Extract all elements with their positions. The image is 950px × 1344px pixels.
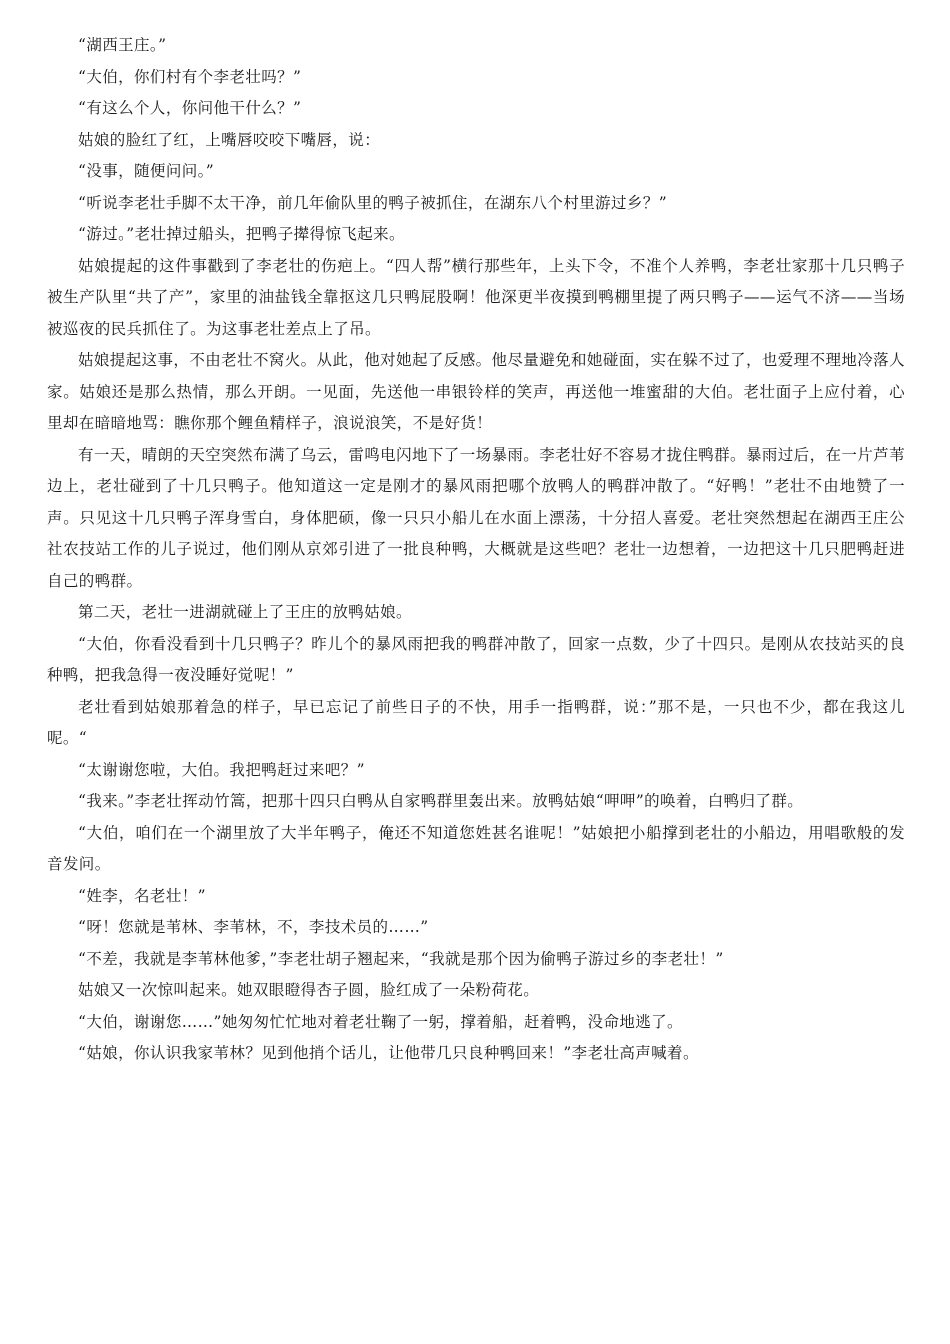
paragraph: 姑娘的脸红了红，上嘴唇咬咬下嘴唇，说： [78,130,381,149]
paragraph: “游过。”老壮掉过船头，把鸭子撵得惊飞起来。 [78,225,405,243]
paragraph: “呀！您就是苇林、李苇林，不，李技术员的……” [78,918,429,936]
paragraph: “大伯，咱们在一个湖里放了大半年鸭子，俺还不知道您姓甚名谁呢！”姑娘把小船撑到老壮的小船边，用唱歌般的发音发问。 [47,823,905,873]
paragraph: “大伯，你看没看到十几只鸭子？昨儿个的暴风雨把我的鸭群冲散了，回家一点数，少了十四只。是刚从农技站买的良种鸭，把我急得一夜没睡好觉呢！” [47,634,905,684]
paragraph: “大伯，谢谢您……”她匆匆忙忙地对着老壮鞠了一躬，撑着船，赶着鸭，没命地逃了。 [78,1012,683,1031]
paragraph: “大伯，你们村有个李老壮吗？” [78,67,302,86]
paragraph: 姑娘又一次惊叫起来。她双眼瞪得杏子圆，脸红成了一朵粉荷花。 [78,981,540,999]
paragraph: 有一天，晴朗的天空突然布满了乌云，雷鸣电闪地下了一场暴雨。李老壮好不容易才拢住鸭群。暴雨过后，在一片芦苇边上，老壮碰到了十几只鸭子。他知道这一定是刚才的暴风雨把哪个放鸭人的鸭群冲散了。“好鸭！”老壮不由地赞了一声。只见这十几只鸭子浑身雪白，身体肥硕，像一只只小船儿在水面上漂荡，十分招人喜爱。老壮突然想起在湖西王庄公社农技站工作的儿子说过，他们刚从京郊引进了一批良种鸭，大概就是这些吧？老壮一边想着，一边把这十几只肥鸭赶进自己的鸭群。 [47,445,905,590]
paragraph: 第二天，老壮一进湖就碰上了王庄的放鸭姑娘。 [78,603,412,621]
paragraph: “姓李，名老壮！” [78,886,206,905]
paragraph: 姑娘提起的这件事戳到了李老壮的伤疤上。“四人帮”横行那些年，上头下令，不准个人养鸭，李老壮家那十几只鸭子被生产队里“共了产”，家里的油盐钱全靠抠这几只鸭屁股啊！他深更半夜摸到鸭棚里提了两只鸭子——运气不济——当场被巡夜的民兵抓住了。为这事老壮差点上了吊。 [47,256,905,338]
paragraph: 姑娘提起这事，不由老壮不窝火。从此，他对她起了反感。他尽量避免和她碰面，实在躲不过了，也爱理不理地冷落人家。姑娘还是那么热情，那么开朗。一见面，先送他一串银铃样的笑声，再送他一堆蜜甜的大伯。老壮面子上应付着，心里却在暗暗地骂：瞧你那个鲤鱼精样子，浪说浪笑，不是好货！ [47,351,905,432]
paragraph: 老壮看到姑娘那着急的样子，早已忘记了前些日子的不快，用手一指鸭群，说：”那不是，一只也不少，都在我这儿呢。“ [47,697,905,747]
paragraph: “不差，我就是李苇林他爹，”李老壮胡子翘起来，“我就是那个因为偷鸭子游过乡的李老壮！” [78,949,724,968]
paragraph: “听说李老壮手脚不太干净，前几年偷队里的鸭子被抓住，在湖东八个村里游过乡？” [78,193,668,212]
paragraph: “太谢谢您啦，大伯。我把鸭赶过来吧？” [78,760,365,779]
paragraph: “姑娘，你认识我家苇林？见到他捎个话儿，让他带几只良种鸭回来！”李老壮高声喊着。 [78,1044,699,1062]
story-text [47,30,905,1070]
paragraph: “没事，随便问问。” [78,162,215,180]
paragraph: “湖西王庄。” [78,36,167,54]
paragraph: “我来。”李老壮挥动竹篙，把那十四只白鸭从自家鸭群里轰出来。放鸭姑娘“呷呷”的唤着，白鸭归了群。 [78,792,804,810]
paragraph: “有这么个人，你问他干什么？” [78,99,302,117]
